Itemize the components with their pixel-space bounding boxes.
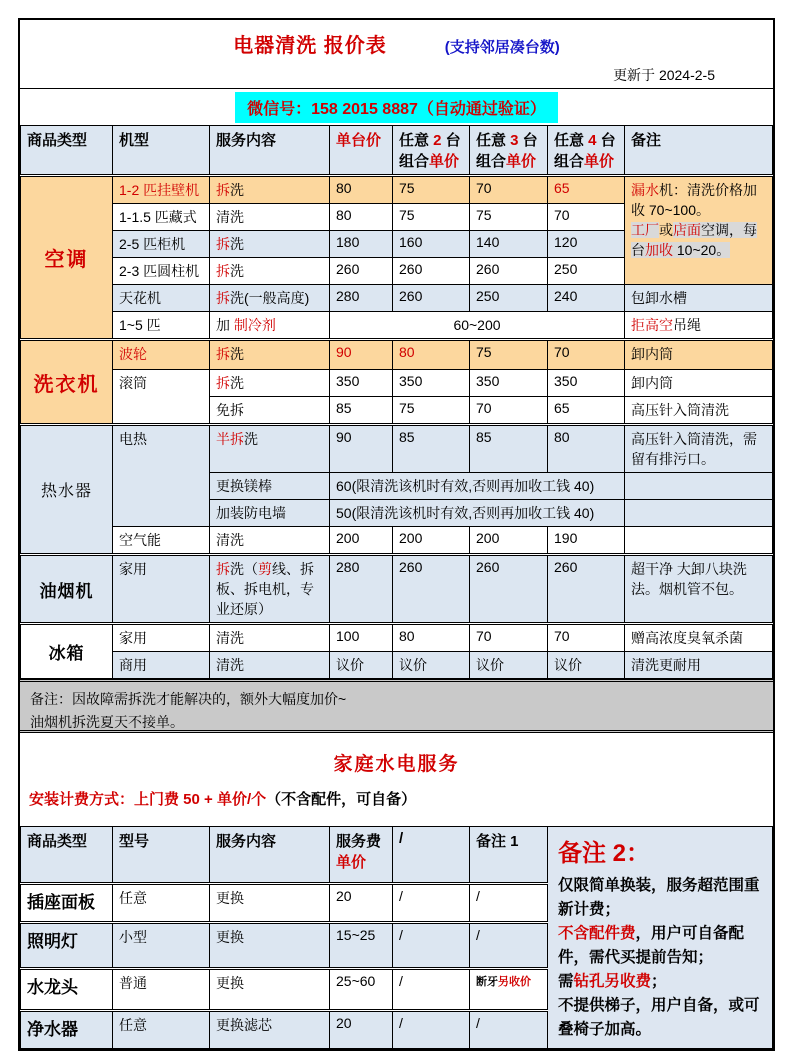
footnote-line: 油烟机拆洗夏天不接单。 [30,714,184,731]
category-cell-water-heater: 热水器 [21,425,113,555]
combo2-cell: 260 [393,555,470,624]
col-header-combo4: 任意 4 台 组合单价 [548,126,625,176]
table-row [21,555,773,624]
combo2-cell: 260 [393,258,470,285]
combo3-cell: 260 [470,258,548,285]
col-header-service: 服务内容 [210,126,330,176]
price-cell: 议价 [330,652,393,679]
remark2-paragraph: 不提供梯子，用户自备，或可叠椅子加高。 [558,997,760,1039]
table-row [21,340,773,370]
service-cell: 清洗 [210,527,330,555]
service-cell: 更换滤芯 [210,1011,330,1049]
combo3-cell: 70 [470,176,548,204]
remark1-cell: / [470,884,548,923]
wechat-number: 微信号：158 2015 8887（自动通过验证） [235,92,558,123]
col-header-service: 服务内容 [210,827,330,884]
home-service-section [20,733,773,826]
service-cell: 拆洗 [210,258,330,285]
category-cell-aircon: 空调 [21,176,113,340]
category-cell-range-hood: 油烟机 [21,555,113,624]
wechat-banner [20,88,773,125]
combo3-cell: 260 [470,555,548,624]
table-header-row [21,126,773,176]
model-cell: 滚筒 [113,370,210,425]
slash-cell: / [393,968,470,1010]
updated-date: 更新于 2024-2-5 [613,67,715,83]
combo3-cell: 75 [470,340,548,370]
service-cell: 拆洗 [210,231,330,258]
col-header-combo2: 任意 2 台 组合单价 [393,126,470,176]
combo4-cell: 190 [548,527,625,555]
remark-cell [625,527,773,555]
service-cell: 拆洗 [210,340,330,370]
col-header-fee: 服务费 单价 [330,827,393,884]
model-cell: 空气能 [113,527,210,555]
combo3-cell: 250 [470,285,548,312]
combo3-cell: 70 [470,397,548,425]
remark1-cell: / [470,1011,548,1049]
model-cell: 商用 [113,652,210,679]
combo2-cell: 350 [393,370,470,397]
remark-cell: 高压针入筒清洗，需留有排污口。 [625,425,773,473]
service-cell: 清洗 [210,204,330,231]
remark-cell: 包卸水槽 [625,285,773,312]
remark1-cell: 断牙另收价 [470,968,548,1010]
service-cell: 拆洗(一般高度) [210,285,330,312]
remark-cell: 卸内筒 [625,340,773,370]
price-cell: 90 [330,340,393,370]
combo4-cell: 250 [548,258,625,285]
price-cell: 90 [330,425,393,473]
combo4-cell: 70 [548,624,625,652]
combo4-cell: 80 [548,425,625,473]
model-cell: 电热 [113,425,210,527]
model-cell: 普通 [113,968,210,1010]
col-header-slash: / [393,827,470,884]
remark-cell: 卸内筒 [625,370,773,397]
price-cell: 80 [330,204,393,231]
col-header-model: 机型 [113,126,210,176]
category-cell-fridge: 冰箱 [21,624,113,679]
install-pricing-note: 安装计费方式：上门费 50 + 单价/个（不含配件，可自备） [29,791,417,808]
combo4-cell: 350 [548,370,625,397]
combo4-cell: 议价 [548,652,625,679]
remark2-paragraph: 仅限简单换装，服务超范围重新计费； [558,877,760,919]
combo3-cell: 200 [470,527,548,555]
fee-cell: 15~25 [330,923,393,969]
remark2-title: 备注 2： [558,840,651,867]
combo2-cell: 160 [393,231,470,258]
page-title: 电器清洗 报价表 [233,35,387,57]
col-header-model: 型号 [113,827,210,884]
price-cell: 260 [330,258,393,285]
col-header-unit-price: 单台价 [330,126,393,176]
table-footnote [20,679,773,733]
combo3-cell: 70 [470,624,548,652]
fee-cell: 20 [330,884,393,923]
combo4-cell: 260 [548,555,625,624]
fee-cell: 20 [330,1011,393,1049]
col-header-combo3: 任意 3 台 组合单价 [470,126,548,176]
table-row [21,425,773,473]
price-cell: 100 [330,624,393,652]
product-cell: 照明灯 [21,923,113,969]
slash-cell: / [393,923,470,969]
combo4-cell: 70 [548,340,625,370]
combo3-cell: 350 [470,370,548,397]
table-row [21,285,773,312]
model-cell: 波轮 [113,340,210,370]
pricing-table [20,125,773,679]
col-header-product-type: 商品类型 [21,126,113,176]
service-cell: 更换镁棒 [210,473,330,500]
footnote-line: 备注：因故障需拆洗才能解决的，额外大幅度加价~ [30,691,347,707]
category-cell-washer: 洗衣机 [21,340,113,425]
price-note-cell: 50(限清洗该机时有效,否则再加收工钱 40) [330,500,625,527]
model-cell: 小型 [113,923,210,969]
combo2-cell: 75 [393,397,470,425]
remark-cell: 高压针入筒清洗 [625,397,773,425]
combo2-cell: 议价 [393,652,470,679]
sheet-frame [18,18,775,1051]
service-table [20,826,773,1049]
combo2-cell: 80 [393,340,470,370]
service-cell: 清洗 [210,652,330,679]
price-cell: 85 [330,397,393,425]
service-cell: 更换 [210,884,330,923]
remark-cell [625,473,773,500]
combo3-cell: 75 [470,204,548,231]
remark2-paragraph: 不含配件费，用户可自备配件，需代买提前告知； [558,925,745,967]
product-cell: 净水器 [21,1011,113,1049]
fee-cell: 25~60 [330,968,393,1010]
table-header-row [21,827,773,884]
model-cell: 1-2 匹挂壁机 [113,176,210,204]
model-cell: 1-1.5 匹藏式 [113,204,210,231]
model-cell: 家用 [113,555,210,624]
combo2-cell: 75 [393,176,470,204]
combo4-cell: 70 [548,204,625,231]
remark1-cell: / [470,923,548,969]
service-cell: 拆洗 [210,370,330,397]
model-cell: 2-3 匹圆柱机 [113,258,210,285]
service-cell: 清洗 [210,624,330,652]
slash-cell: / [393,884,470,923]
remark2-paragraph: 需钻孔另收费； [558,973,667,991]
model-cell: 家用 [113,624,210,652]
price-cell: 80 [330,176,393,204]
service-cell: 免拆 [210,397,330,425]
slash-cell: / [393,1011,470,1049]
table-row [21,624,773,652]
combo2-cell: 85 [393,425,470,473]
remark-cell: 漏水机：清洗价格加收 70~100。 工厂或店面空调，每 台加收 10~20。 [625,176,773,285]
table-row [21,312,773,340]
table-row [21,652,773,679]
service-cell: 拆洗 [210,176,330,204]
table-row [21,370,773,397]
price-range-cell: 60~200 [330,312,625,340]
combo3-cell: 议价 [470,652,548,679]
col-header-product-type: 商品类型 [21,827,113,884]
model-cell: 任意 [113,1011,210,1049]
remark2-panel [548,827,773,1049]
col-header-remark1: 备注 1 [470,827,548,884]
remark-cell: 拒高空吊绳 [625,312,773,340]
col-header-remark: 备注 [625,126,773,176]
model-cell: 天花机 [113,285,210,312]
table-row [21,176,773,204]
product-cell: 插座面板 [21,884,113,923]
combo2-cell: 200 [393,527,470,555]
service-cell: 拆洗（剪线、拆板、拆电机，专业还原） [210,555,330,624]
combo3-cell: 140 [470,231,548,258]
section-title: 家庭水电服务 [333,754,460,775]
price-cell: 350 [330,370,393,397]
price-note-cell: 60(限清洗该机时有效,否则再加收工钱 40) [330,473,625,500]
sheet-header [20,20,773,88]
service-cell: 加 制冷剂 [210,312,330,340]
model-cell: 2-5 匹柜机 [113,231,210,258]
combo4-cell: 120 [548,231,625,258]
price-cell: 200 [330,527,393,555]
combo3-cell: 85 [470,425,548,473]
remark-cell: 清洗更耐用 [625,652,773,679]
combo4-cell: 65 [548,397,625,425]
price-cell: 180 [330,231,393,258]
service-cell: 半拆洗 [210,425,330,473]
service-cell: 加装防电墙 [210,500,330,527]
service-cell: 更换 [210,923,330,969]
remark-cell [625,500,773,527]
combo2-cell: 80 [393,624,470,652]
model-cell: 任意 [113,884,210,923]
combo4-cell: 240 [548,285,625,312]
price-cell: 280 [330,555,393,624]
combo2-cell: 75 [393,204,470,231]
combo2-cell: 260 [393,285,470,312]
table-row [21,527,773,555]
price-cell: 280 [330,285,393,312]
remark-cell: 超干净 大卸八块洗法。烟机管不包。 [625,555,773,624]
model-cell: 1~5 匹 [113,312,210,340]
product-cell: 水龙头 [21,968,113,1010]
remark-cell: 赠高浓度臭氧杀菌 [625,624,773,652]
combo4-cell: 65 [548,176,625,204]
title-note: (支持邻居凑台数) [444,39,560,56]
service-cell: 更换 [210,968,330,1010]
